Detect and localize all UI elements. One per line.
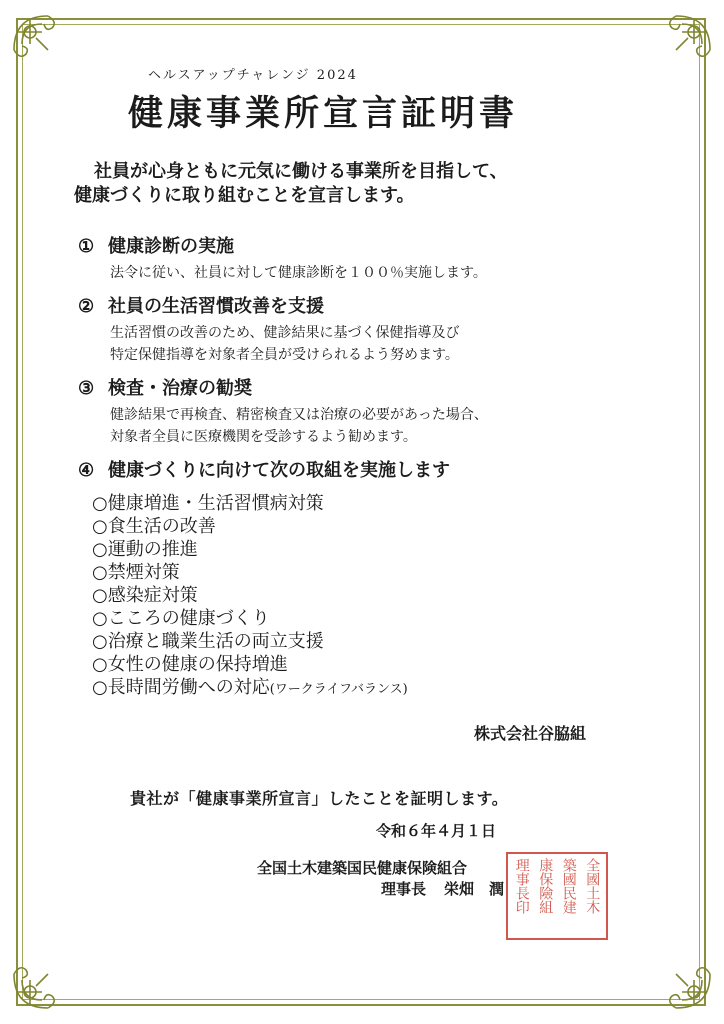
list-item: ○治療と職業生活の両立支援 [92,631,324,652]
chair-name: 栄畑 潤 [444,880,505,898]
issuer-representative [381,878,522,899]
corner-ornament-icon [8,944,78,1014]
item-text-line: 特定保健指導を対象者全員が受けられるよう努めます。 [110,347,459,363]
list-item: ○食生活の改善 [92,516,216,537]
list-item: ○健康増進・生活習慣病対策 [92,493,324,514]
corner-ornament-icon [646,944,716,1014]
issue-date: 令和６年４月１日 [376,822,497,840]
list-item: ○こころの健康づくり [92,608,270,629]
item-heading: 健康づくりに向けて次の取組を実施します [108,460,450,481]
issuer-organization: 全国土木建築国民健康保険組合 [257,859,468,877]
item-number: ① [78,236,95,257]
corner-ornament-icon [8,10,78,80]
item-heading: 社員の生活習慣改善を支援 [108,296,324,317]
list-item: ○女性の健康の保持増進 [92,654,288,675]
declaration-item-1 [78,232,487,284]
declaration-item-4 [78,456,450,482]
item-heading: 検査・治療の勧奨 [108,378,252,399]
company-name: 株式会社谷脇組 [474,724,587,743]
list-item: ○禁煙対策 [92,562,180,583]
intro-line-1: 社員が心身ともに元気に働ける事業所を目指して、 [94,161,508,182]
declaration-item-3 [78,374,488,448]
list-item [92,676,408,701]
item-number: ③ [78,378,95,399]
list-item-note: (ワークライフバランス) [269,682,408,697]
chair-title: 理事長 [381,880,427,898]
item-text-line: 法令に従い、社員に対して健康診断を１００％実施します。 [110,265,487,281]
page-title: 健康事業所宣言証明書 [128,93,519,134]
item-text-line: 対象者全員に医療機関を受診するよう勧めます。 [110,429,417,445]
list-item-text: ○長時間労働への対応 [92,677,270,698]
corner-ornament-icon [646,10,716,80]
item-text-line: 生活習慣の改善のため、健診結果に基づく保健指導及び [110,325,460,341]
item-heading: 健康診断の実施 [108,236,234,257]
list-item: ○運動の推進 [92,539,198,560]
item-number: ④ [78,460,95,481]
declaration-item-2 [78,292,459,366]
challenge-subtitle: ヘルスアップチャレンジ 2024 [148,68,358,83]
action-list [92,492,408,701]
certification-statement: 貴社が「健康事業所宣言」したことを証明します。 [130,789,509,808]
declaration-intro [74,160,508,208]
item-number: ② [78,296,95,317]
official-seal-stamp: 全國土木 築國民建 康保險組 理事長印 [506,852,608,940]
item-text-line: 健診結果で再検査、精密検査又は治療の必要があった場合、 [110,407,488,423]
intro-line-2: 健康づくりに取り組むことを宣言します。 [74,185,415,206]
list-item: ○感染症対策 [92,585,198,606]
